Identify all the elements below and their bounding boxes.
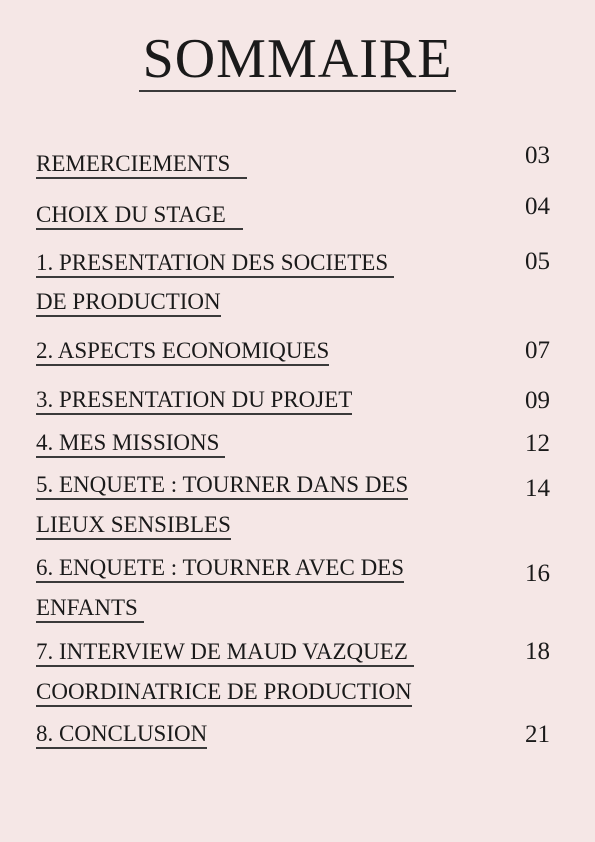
toc-entry-enquete-lieux[interactable] xyxy=(36,473,408,540)
page-title: SOMMAIRE xyxy=(139,28,457,92)
toc-entry-presentation-projet[interactable] xyxy=(36,388,352,415)
toc-entry-label[interactable]: CHOIX DU STAGE xyxy=(36,203,243,230)
toc-page-number: 05 xyxy=(525,248,550,275)
toc-page-number: 21 xyxy=(525,721,550,748)
toc-entry-choix-du-stage[interactable] xyxy=(36,203,243,230)
toc-entry-label[interactable]: 8. CONCLUSION xyxy=(36,722,207,749)
toc-entry-remerciements[interactable] xyxy=(36,152,247,179)
toc-entry-presentation-societes[interactable] xyxy=(36,251,394,317)
page-title-wrapper xyxy=(0,28,595,92)
toc-page-number: 18 xyxy=(525,638,550,665)
toc-page-number: 14 xyxy=(525,475,550,502)
toc-page-number: 07 xyxy=(525,337,550,364)
toc-entry-aspects-economiques[interactable] xyxy=(36,339,329,366)
toc-page-number: 16 xyxy=(525,560,550,587)
toc-entry-mes-missions[interactable] xyxy=(36,431,225,458)
toc-page-number: 03 xyxy=(525,142,550,169)
toc-entry-label[interactable]: 7. INTERVIEW DE MAUD VAZQUEZ xyxy=(36,640,414,667)
toc-entry-label[interactable]: 1. PRESENTATION DES SOCIETES xyxy=(36,251,394,278)
toc-entry-label[interactable]: 3. PRESENTATION DU PROJET xyxy=(36,388,352,415)
toc-entry-label-continued[interactable]: COORDINATRICE DE PRODUCTION xyxy=(36,680,412,707)
toc-page-number: 04 xyxy=(525,193,550,220)
toc-entry-label[interactable]: 6. ENQUETE : TOURNER AVEC DES xyxy=(36,556,404,583)
toc-entry-enquete-enfants[interactable] xyxy=(36,556,404,623)
toc-entry-label[interactable]: 4. MES MISSIONS xyxy=(36,431,225,458)
toc-entry-conclusion[interactable] xyxy=(36,722,207,749)
toc-entry-interview[interactable] xyxy=(36,640,414,707)
toc-entry-label[interactable]: 2. ASPECTS ECONOMIQUES xyxy=(36,339,329,366)
toc-entry-label[interactable]: REMERCIEMENTS xyxy=(36,152,247,179)
toc-page-number: 12 xyxy=(525,430,550,457)
toc-entry-label[interactable]: 5. ENQUETE : TOURNER DANS DES xyxy=(36,473,408,500)
toc-entry-label-continued[interactable]: LIEUX SENSIBLES xyxy=(36,513,231,540)
toc-entry-label-continued[interactable]: ENFANTS xyxy=(36,596,144,623)
toc-entry-label-continued[interactable]: DE PRODUCTION xyxy=(36,290,221,317)
toc-page-number: 09 xyxy=(525,387,550,414)
